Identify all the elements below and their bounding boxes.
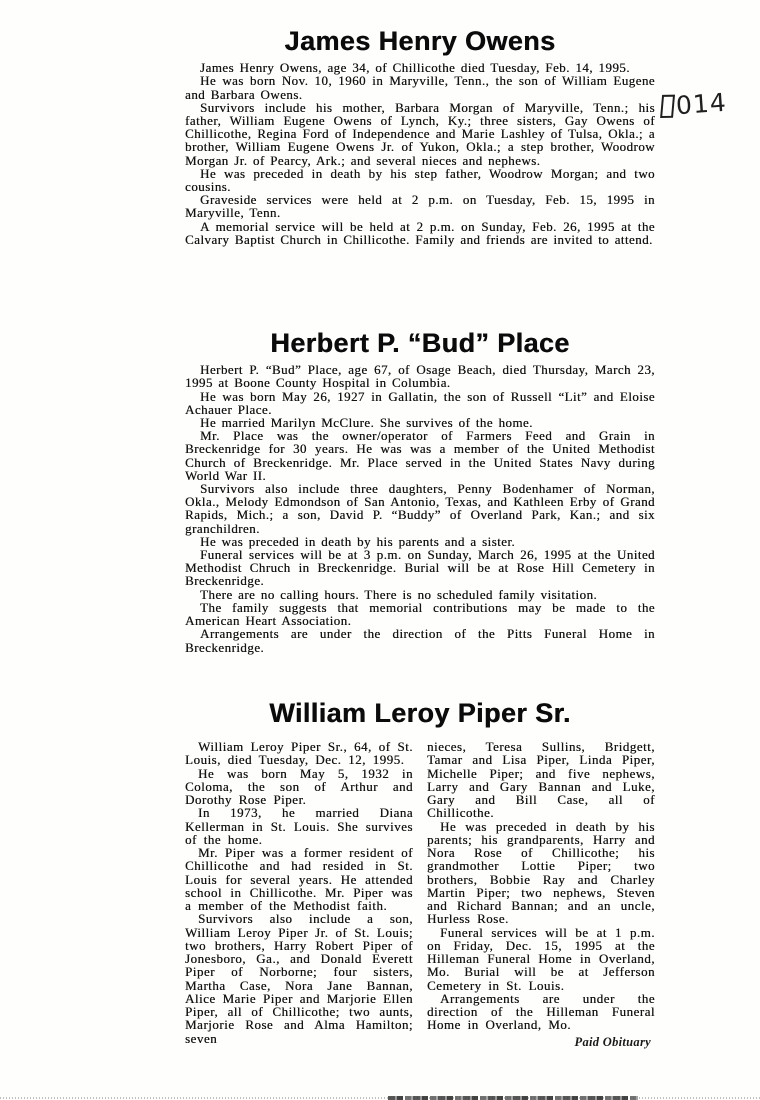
left-column: [185, 740, 413, 1050]
obituary-james-henry-owens: [185, 26, 655, 246]
obituary-paragraph: He was preceded in death by his parents and a sister.: [200, 533, 516, 549]
obituary-paragraph: The family suggests that memorial contributions may be made to the American Heart Association.: [185, 599, 655, 629]
handwritten-annotation-text: 014: [675, 87, 728, 121]
obituary-paragraph: He was born May 26, 1927 in Gallatin, the son of Russell “Lit” and Eloise Achauer Place.: [185, 388, 655, 417]
obituary-paragraph: Graveside services were held at 2 p.m. on Tuesday, Feb. 15, 1995 in Maryville, Tenn.: [185, 192, 655, 221]
obituary-paragraph: Survivors include his mother, Barbara Morgan of Maryville, Tenn.; his father, William Eugene Owens of Lynch, Ky.; three sisters, Gay Owens of Chillicothe, Regina Ford of Independence and Marie Lashley of Tulsa, Okla.; a brother, William Eugene Owens Jr. of Yukon, Okla.; a step brother, Woodrow Morgan Jr. of Pearcy, Ark.; and several nieces and nephews.: [185, 99, 655, 168]
obituary-paragraph: Survivors also include a son, William Leroy Piper Jr. of St. Louis; two brothers, Harry Robert Piper of Jonesboro, Ga., and Donald Everett Piper of Norborne; four sisters, Martha Case, Nora Jane Bannan, Alice Marie Piper and Marjorie Ellen Piper, all of Chillicothe; two aunts, Marjorie Rose and Alma Hamilton; seven: [185, 911, 413, 1046]
obituary-paragraph: James Henry Owens, age 34, of Chillicothe died Tuesday, Feb. 14, 1995.: [200, 60, 630, 76]
obituary-two-column-body: [185, 740, 655, 1050]
obituary-title: Herbert P. “Bud” Place: [270, 328, 570, 358]
handwritten-box-glyph: [660, 95, 675, 118]
obituary-paragraph: He was preceded in death by his parents; his grandparents, Harry and Nora Rose of Chillicothe; his grandmother Lottie Piper; two brothers, Bobbie Ray and Charley Martin Piper; two nephews, Steven and Richard Bannan; and an uncle, Hurless Rose.: [427, 818, 655, 927]
obituary-title: William Leroy Piper Sr.: [269, 698, 571, 728]
obituary-paragraph: Arrangements are under the direction of the Pitts Funeral Home in Breckenridge.: [185, 626, 655, 655]
obituary-herbert-place: [185, 328, 655, 654]
obituary-paragraph: He married Marilyn McClure. She survives of the home.: [200, 415, 533, 431]
obituary-paragraph: A memorial service will be held at 2 p.m. on Sunday, Feb. 26, 1995 at the Calvary Baptist Church in Chillicothe. Family and friends are invited to attend.: [185, 218, 655, 247]
obituary-paragraph: He was born May 5, 1932 in Coloma, the son of Arthur and Dorothy Rose Piper.: [185, 765, 413, 808]
obituary-paragraph: He was preceded in death by his step father, Woodrow Morgan; and two cousins.: [185, 165, 655, 195]
right-column: [427, 740, 655, 1050]
paid-obituary-label: Paid Obituary: [574, 1034, 651, 1049]
obituary-paragraph: Funeral services will be at 3 p.m. on Sunday, March 26, 1995 at the United Methodist Chruch in Breckenridge. Burial will be at Rose Hill Cemetery in Breckenridge.: [185, 547, 655, 589]
obituary-paragraph: There are no calling hours. There is no scheduled family visitation.: [200, 586, 598, 602]
obituary-title: James Henry Owens: [284, 26, 556, 56]
scan-artifact-dotted-line: [0, 1097, 760, 1099]
handwritten-annotation: [660, 88, 728, 122]
obituary-body: [185, 61, 655, 246]
obituary-paragraph: Mr. Place was the owner/operator of Farmers Feed and Grain in Breckenridge for 30 years. He was was a member of the United Methodist Church of Breckenridge. Mr. Place served in the United States Navy during World War II.: [185, 428, 655, 483]
obituary-paragraph: Mr. Piper was a former resident of Chillicothe and had resided in St. Louis for several years. He attended school in Chillicothe. Mr. Piper was a member of the Methodist faith.: [185, 845, 413, 914]
obituary-body: [185, 363, 655, 653]
obituary-paragraph: William Leroy Piper Sr., 64, of St. Louis, died Tuesday, Dec. 12, 1995.: [185, 739, 413, 768]
obituary-william-piper: [185, 698, 655, 1050]
obituary-paragraph: Herbert P. “Bud” Place, age 67, of Osage Beach, died Thursday, March 23, 1995 at Boone County Hospital in Columbia.: [185, 362, 655, 391]
obituary-paragraph: He was born Nov. 10, 1960 in Maryville, Tenn., the son of William Eugene and Barbara Owens.: [185, 73, 655, 102]
obituary-paragraph: Arrangements are under the direction of the Hilleman Funeral Home in Overland, Mo.: [427, 990, 655, 1033]
obituary-paragraph-continuation: nieces, Teresa Sullins, Bridgett, Tamar and Lisa Piper, Linda Piper, Michelle Piper; and five nephews, Larry and Gary Bannan and Luke, Gary and Bill Case, all of Chillicothe.: [427, 739, 655, 821]
obituary-paragraph: In 1973, he married Diana Kellerman in St. Louis. She survives of the home.: [185, 805, 413, 847]
obituary-paragraph: Survivors also include three daughters, Penny Bodenhamer of Norman, Okla., Melody Edmondson of San Antonio, Texas, and Kathleen Erby of Grand Rapids, Mich.; a son, David P. “Buddy” of Overland Park, Kan.; and six granchildren.: [185, 481, 655, 536]
obituary-paragraph: Funeral services will be at 1 p.m. on Friday, Dec. 15, 1995 at the Hilleman Funeral Home in Overland, Mo. Burial will be at Jefferson Cemetery in St. Louis.: [427, 924, 655, 993]
scan-artifact-dark-streak: [388, 1096, 638, 1100]
